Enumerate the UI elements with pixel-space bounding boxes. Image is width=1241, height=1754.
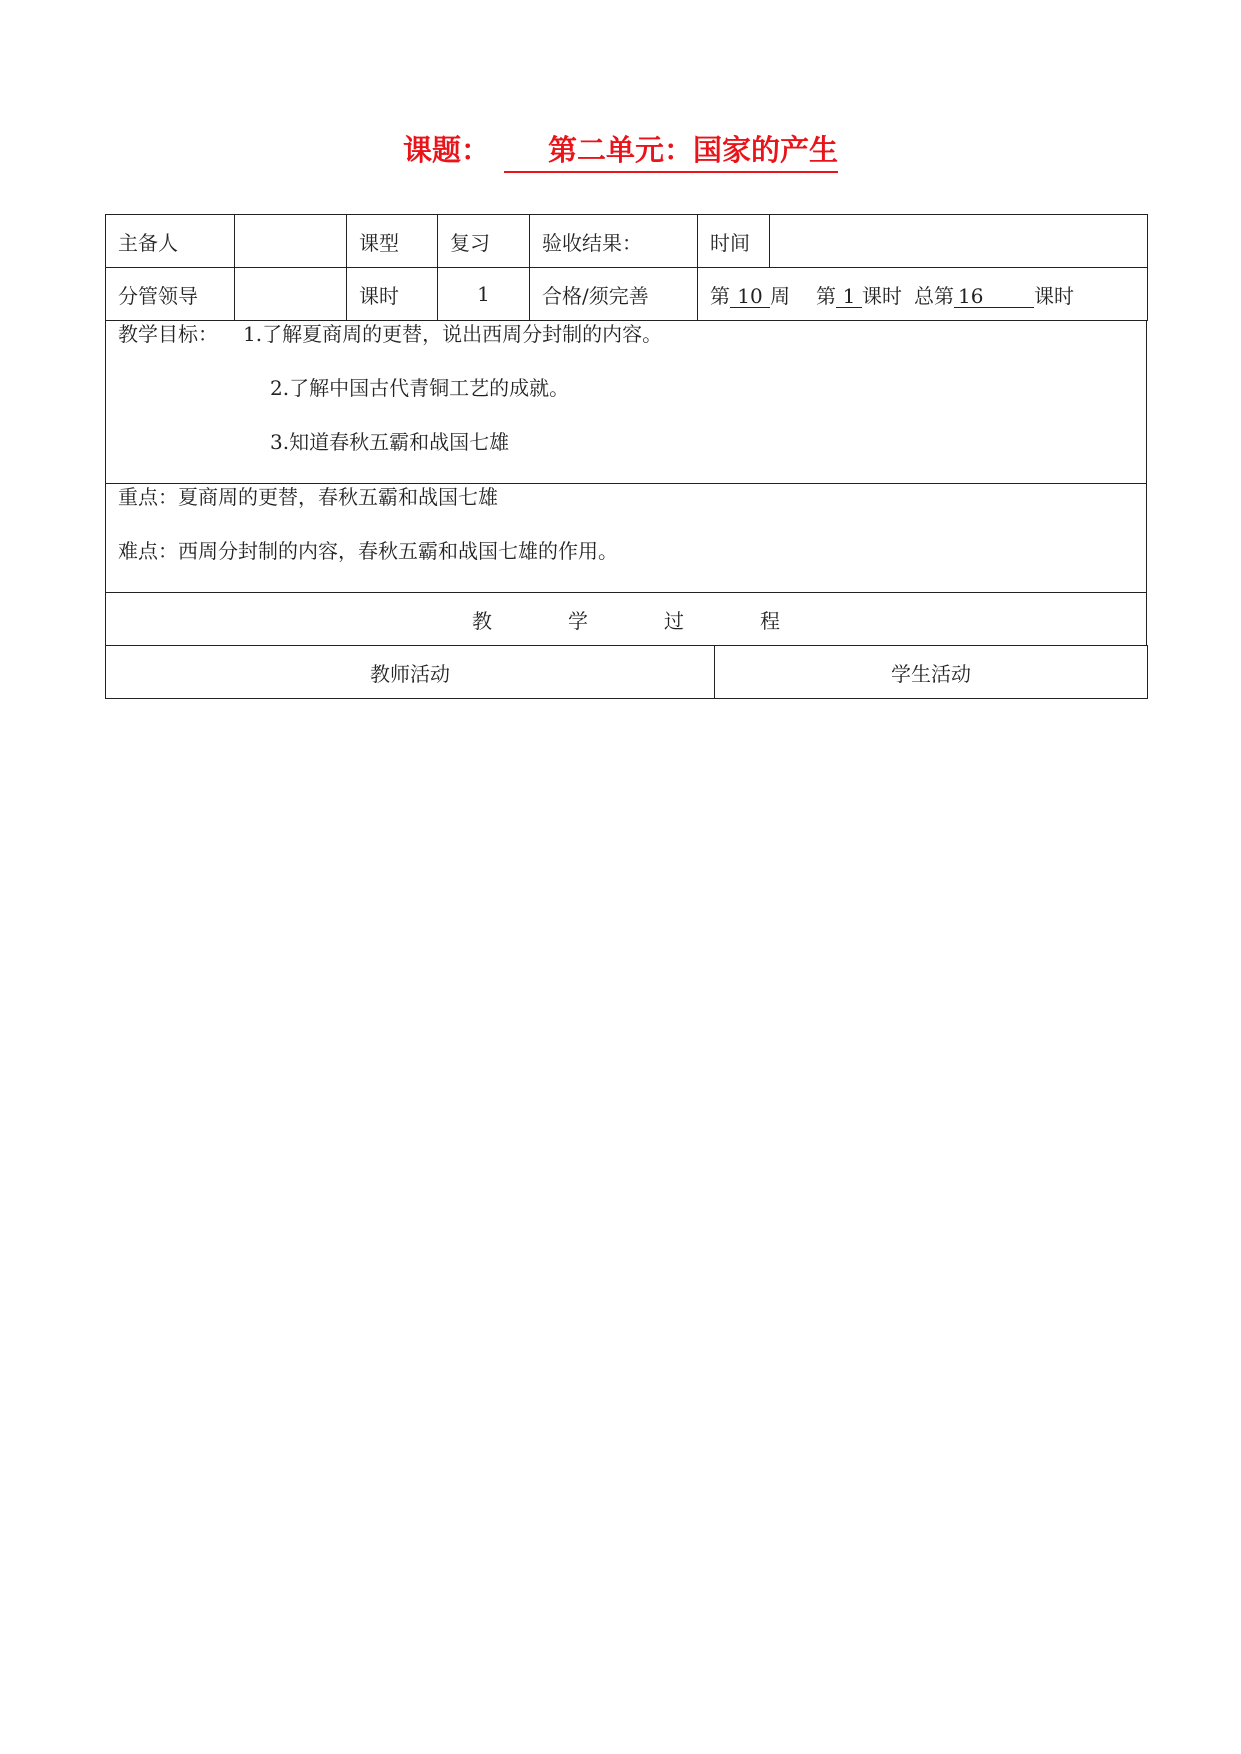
goal-item: 2.了解中国古代青铜工艺的成就。 [270,376,570,400]
lesson-type-label: 课型 [347,215,438,268]
header-table [105,214,1148,321]
teacher-activity-column: 教师活动 [106,646,715,699]
goal-item: 3.知道春秋五霸和战国七雄 [270,430,510,454]
lesson-type-value: 复习 [438,215,530,268]
goals-table [105,320,1147,484]
week-suffix: 周 [770,283,790,308]
difficulty-text: 难点：西周分封制的内容，春秋五霸和战国七雄的作用。 [118,539,618,563]
process-char: 程 [760,608,780,633]
goal-line-1 [118,321,1134,375]
time-label: 时间 [698,215,770,268]
teaching-process-heading [106,593,1147,646]
total-suffix: 课时 [1034,283,1074,308]
preparer-value [235,215,347,268]
leader-value [235,268,347,321]
goal-item: 1.了解夏商周的更替，说出西周分封制的内容。 [243,322,663,346]
student-activity-column: 学生活动 [715,646,1148,699]
process-header-table [105,592,1147,646]
preparer-label: 主备人 [106,215,235,268]
acceptance-value: 合格/须完善 [530,268,698,321]
period-label: 课时 [347,268,438,321]
title-topic: 第二单元：国家的产生 [504,128,838,173]
leader-label: 分管领导 [106,268,235,321]
title-label: 课题： [402,133,490,167]
process-char: 学 [568,608,588,633]
lesson-plan-sheet [105,214,1147,699]
week-number: 10 [730,285,770,308]
lesson-prefix: 第 [816,283,836,308]
acceptance-label: 验收结果： [530,215,698,268]
lesson-number: 1 [836,285,862,308]
teaching-goals-cell [106,321,1147,484]
process-char: 过 [664,608,684,633]
page-title [0,128,1241,173]
process-char: 教 [472,608,492,633]
time-value [770,215,1148,268]
keys-table [105,483,1147,593]
activities-table [105,645,1148,699]
key-points-cell [106,484,1147,593]
lesson-suffix: 课时 [862,283,902,308]
week-prefix: 第 [710,283,730,308]
schedule-cell [698,268,1148,321]
total-prefix: 总第 [914,283,954,308]
period-value: 1 [438,268,530,321]
focus-text: 重点：夏商周的更替，春秋五霸和战国七雄 [118,485,498,509]
total-number: 16 [954,285,1034,308]
goals-label: 教学目标： [118,322,218,346]
